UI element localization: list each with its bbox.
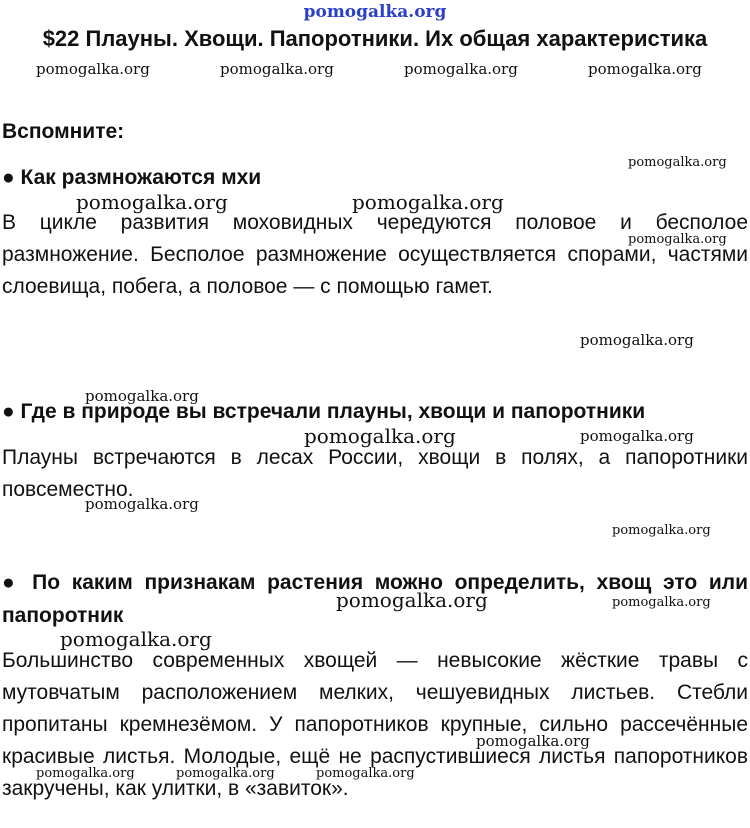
remember-heading: Вспомните: [2,120,125,143]
watermark: pomogalka.org [580,427,694,445]
watermark: pomogalka.org [336,588,488,612]
answer-3: Большинство современных хвощей — невысокие жёсткие травы с мутовчатым расположением мелких, чешуевидных листьев. Стебли пропитаны кремнезёмом. У папоротников крупные, сильно рассечённые красивые листья. Молодые, ещё не распустившиеся листья папоротников закручены, как улитки, в «завиток». [2,649,748,800]
watermark: pomogalka.org [352,190,504,214]
watermark: pomogalka.org [612,595,711,610]
answer-2: Плауны встречаются в лесах России, хвощи в полях, а папоротники повсеместно. [2,446,748,501]
watermark: pomogalka.org [85,495,199,513]
watermark: pomogalka.org [476,732,590,750]
watermark: pomogalka.org [220,60,334,78]
watermark: pomogalka.org [85,387,199,405]
question-2: ● Где в природе вы встречали плауны, хвощи и папоротники [2,400,646,423]
watermark-top: pomogalka.org [303,2,447,22]
watermark: pomogalka.org [612,523,711,538]
watermark: pomogalka.org [588,60,702,78]
watermark: pomogalka.org [580,331,694,349]
question-1: ● Как размножаются мхи [2,166,262,189]
watermark: pomogalka.org [404,60,518,78]
watermark: pomogalka.org [176,766,275,781]
watermark: pomogalka.org [628,232,727,247]
watermark: pomogalka.org [316,766,415,781]
watermark: pomogalka.org [76,190,228,214]
question-3: ● По каким признакам растения можно определить, хвощ это или папоротник [2,571,748,627]
watermark: pomogalka.org [304,424,456,448]
watermark: pomogalka.org [36,766,135,781]
answer-1: В цикле развития моховидных чередуются половое и бесполое размножение. Бесполое размножение осуществляется спорами, частями слоевища, побега, а половое — с помощью гамет. [2,211,748,298]
watermark: pomogalka.org [36,60,150,78]
watermark: pomogalka.org [60,627,212,651]
watermark: pomogalka.org [628,155,727,170]
page-title: $22 Плауны. Хвощи. Папоротники. Их общая характеристика [42,26,708,51]
